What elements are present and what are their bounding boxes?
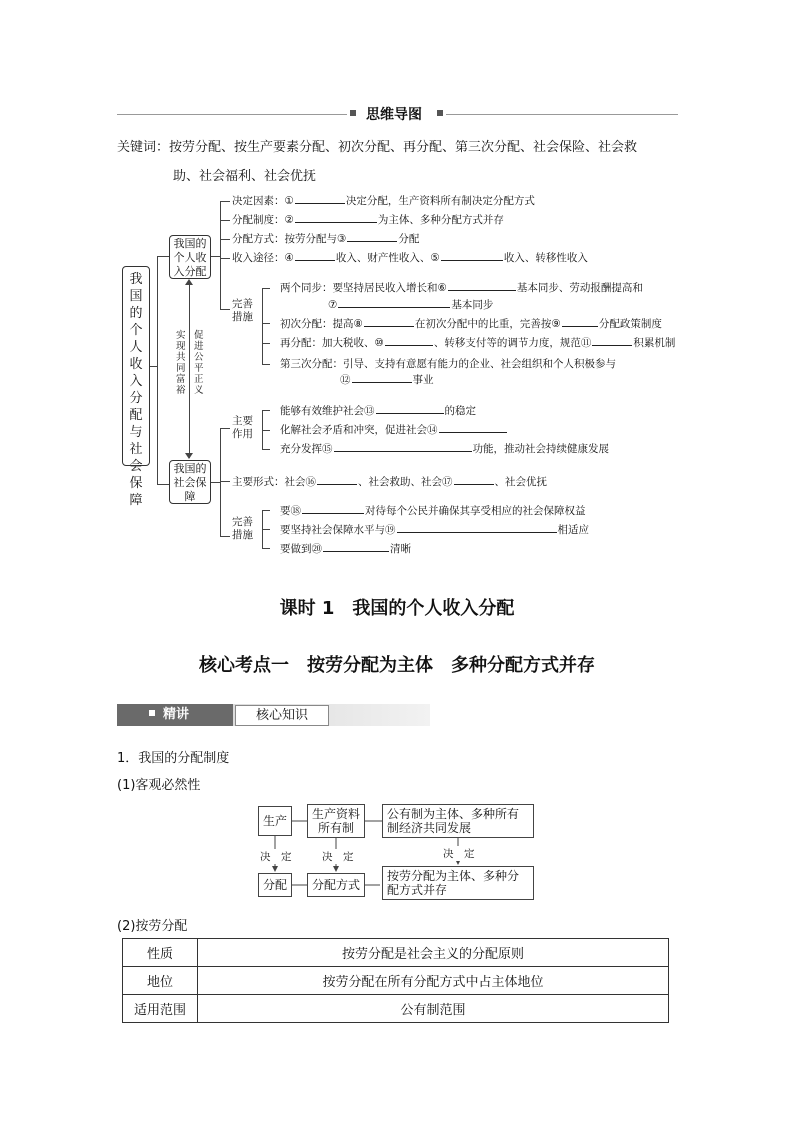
heading-labor-distribution: (2)按劳分配 (117, 919, 188, 934)
branch-social-security-label: 我国的社会保障 (173, 462, 207, 503)
b1-system-a: 分配制度：② (232, 214, 294, 226)
b1-decide-b: 决定分配，生产资料所有制决定分配方式 (345, 195, 535, 207)
b2-m1-b: 对待每个公民并确保其享受相应的社会保障权益 (365, 505, 586, 517)
b2-role3-a: 充分发挥⑮ (280, 443, 333, 455)
flow-public-label: 公有制为主体、多种所有制经济共同发展 (387, 807, 520, 835)
b1-first-b: 在初次分配中的比重，完善按⑨ (414, 318, 561, 330)
table-value: 公有制范围 (198, 995, 669, 1023)
table-row (123, 939, 669, 967)
table-key: 性质 (123, 939, 198, 967)
b1-income-c: 收入、转移性收入 (503, 252, 588, 264)
b1-income-b: 收入、财产性收入、⑤ (335, 252, 440, 264)
b2-role-label: 主要作用 (232, 415, 253, 440)
flow-decide-3: 决 定 (443, 848, 475, 860)
b2-m1-a: 要⑱ (280, 505, 301, 517)
b1-system-b: 为主体、多种分配方式并存 (377, 214, 504, 226)
link-left-label: 实现共同富裕 (176, 330, 186, 396)
keywords-text1: 按劳分配、按生产要素分配、初次分配、再分配、第三次分配、社会保险、社会救 (169, 140, 638, 155)
b1-method-a: 分配方式：按劳分配与③ (232, 233, 347, 245)
tab-inactive-label: 核心知识 (255, 708, 308, 723)
table-key: 地位 (123, 967, 198, 995)
b2-role1-a: 能够有效维护社会⑬ (280, 405, 375, 417)
b1-second-a: 再分配：加大税收、⑩ (280, 337, 384, 349)
flow-distribution-label: 分配 (263, 878, 288, 892)
keywords-line2: 助、社会福利、社会优抚 (173, 169, 317, 184)
heading-objective-necessity: (1)客观必然性 (117, 778, 201, 793)
b2-m3-b: 清晰 (390, 543, 411, 555)
b2-role1-b: 的稳定 (444, 405, 476, 417)
b1-sync-a: 两个同步：要坚持居民收入增长和⑥ (280, 282, 447, 294)
b1-method-b: 分配 (398, 233, 420, 245)
b1-third-b: ⑫ (340, 374, 351, 386)
section-title: 核心考点一 按劳分配为主体 多种分配方式并存 (199, 655, 595, 676)
b1-third-c: 事业 (412, 374, 434, 386)
table-value: 按劳分配是社会主义的分配原则 (198, 939, 669, 967)
flow-dist-method-label: 分配方式 (312, 878, 361, 892)
b1-first-a: 初次分配：提高⑧ (280, 318, 363, 330)
b1-sync-c: ⑦ (328, 299, 338, 311)
b2-m2-b: 相适应 (557, 524, 589, 536)
b1-sync-b: 基本同步、劳动报酬提高和 (516, 282, 643, 294)
b2-form-b: 、社会救助、社会⑰ (358, 476, 453, 488)
mindmap-root-label: 我国的个人收入分配与社会保障 (129, 272, 143, 508)
b2-role3-b: 功能，推动社会持续健康发展 (472, 443, 609, 455)
flow-ownership-label: 生产资料所有制 (312, 807, 361, 835)
table-row (123, 995, 669, 1023)
b1-sync-d: 基本同步 (451, 299, 494, 311)
b1-income-a: 收入途径：④ (232, 252, 294, 264)
lesson-title: 课时 1 我国的个人收入分配 (279, 598, 515, 619)
flow-decide-1: 决 定 (260, 851, 292, 863)
b2-form-a: 主要形式：社会⑯ (232, 476, 316, 488)
flow-labor-label: 按劳分配为主体、多种分配方式并存 (387, 869, 520, 897)
b1-decide-a: 决定因素：① (232, 195, 294, 207)
table-row (123, 967, 669, 995)
b1-second-c: 积累机制 (633, 337, 676, 349)
flow-production-label: 生产 (263, 814, 288, 828)
heading-distribution-system: 1．我国的分配制度 (117, 751, 230, 766)
b1-first-c: 分配政策制度 (598, 318, 662, 330)
keywords-label: 关键词： (117, 140, 170, 155)
b1-second-b: 、转移支付等的调节力度，规范⑪ (433, 337, 592, 349)
b2-role2-a: 化解社会矛盾和冲突，促进社会⑭ (280, 424, 438, 436)
table-key: 适用范围 (123, 995, 198, 1023)
b1-measures-label: 完善措施 (232, 298, 253, 323)
flow-decide-2: 决 定 (322, 851, 354, 863)
branch-personal-income-label: 我国的个人收入分配 (173, 237, 207, 278)
link-right-label: 促进公平正义 (194, 330, 204, 396)
header-title: 思维导图 (366, 107, 422, 123)
table-value: 按劳分配在所有分配方式中占主体地位 (198, 967, 669, 995)
b1-third-1: 第三次分配：引导、支持有意愿有能力的企业、社会组织和个人积极参与 (280, 358, 616, 370)
tab-active-label: 精讲 (163, 707, 190, 722)
labor-table (122, 938, 669, 1023)
b2-measures-label: 完善措施 (232, 516, 253, 541)
b2-m3-a: 要做到⑳ (280, 543, 322, 555)
b2-form-c: 、社会优抚 (494, 476, 547, 488)
b2-m2-a: 要坚持社会保障水平与⑲ (280, 524, 396, 536)
